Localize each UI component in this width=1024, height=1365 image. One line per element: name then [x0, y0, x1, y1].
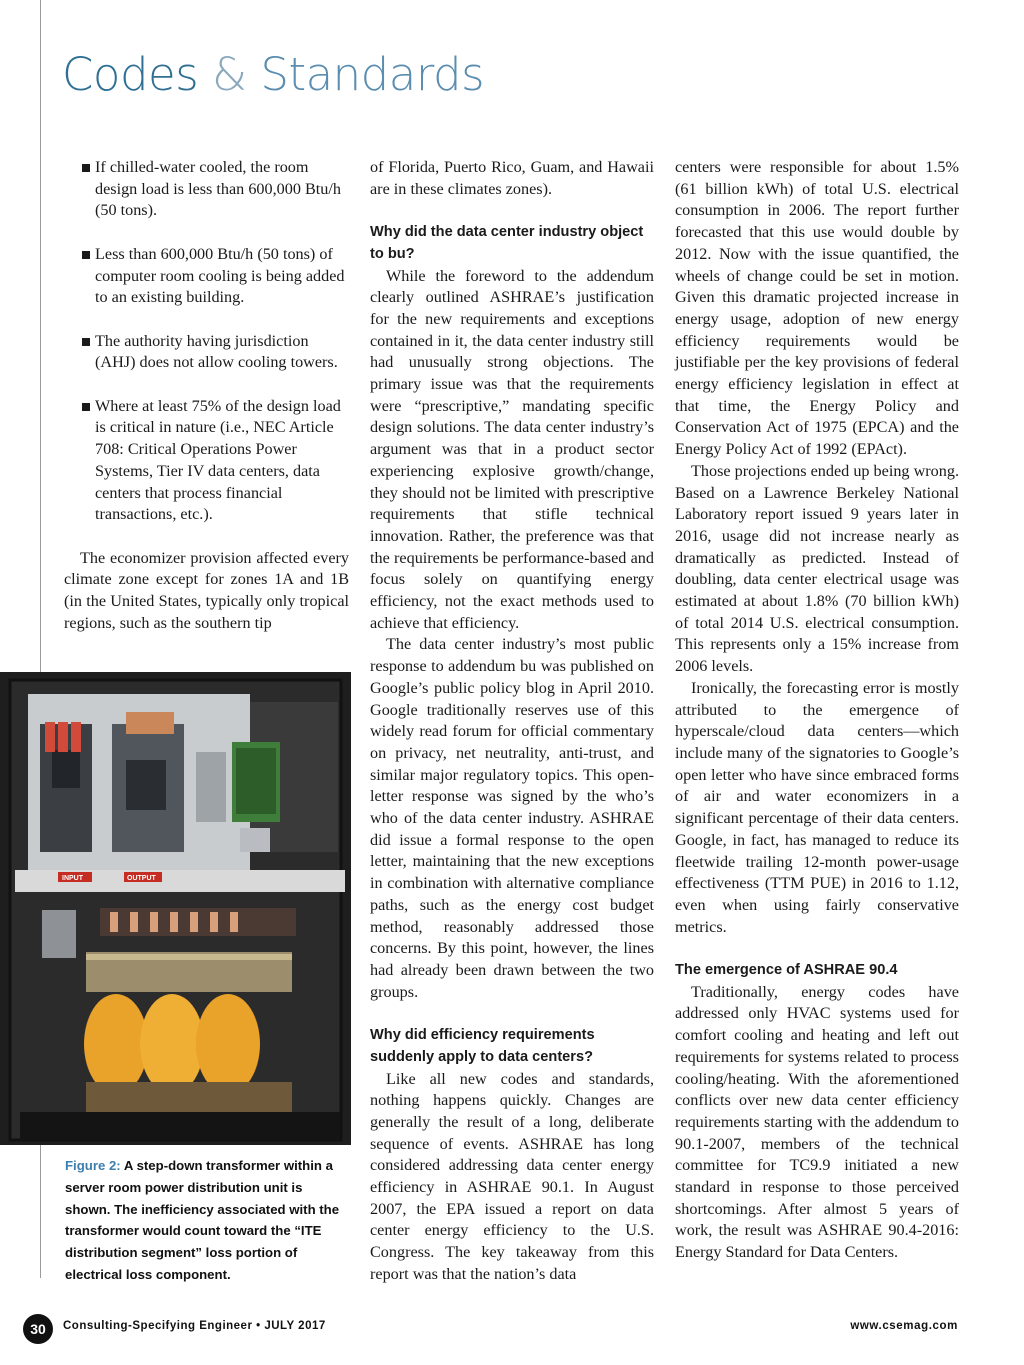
page-number-badge: 30 [23, 1314, 53, 1344]
bullet-item: Where at least 75% of the design load is critical in nature (i.e., NEC Article 708: Critical Operations Power Systems, Tier IV data centers, data centers that process financial transactions, etc.). [82, 396, 349, 526]
publication-name: Consulting-Specifying Engineer • JULY 2017 [63, 1320, 326, 1332]
square-bullet-icon [82, 403, 90, 411]
column-2 [370, 157, 654, 1286]
body-paragraph: While the foreword to the addendum clearly outlined ASHRAE’s justification for the new requirements and exceptions contained in it, the data center industry still had unusually strong objections. The primary issue was that the requirements were “prescriptive,” mandating specific design solutions. The data center industry’s argument was that in a product sector experiencing explosive growth/change, they should not be limited with prescriptive requirements that stifle technical innovation. Rather, the preference was that the requirements be performance-based and focus solely on quantifying energy efficiency, not the exact methods used to achieve that efficiency. [370, 266, 654, 632]
input-label: INPUT [62, 875, 83, 882]
body-paragraph: Those projections ended up being wrong. Based on a Lawrence Berkeley National Laboratory report issued 9 years later in 2016, usage did not increase nearly as dramatically as predicted. Instead of doubling, data center electrical usage was estimated at about 1.8% (70 billion kWh) of total 2014 U.S. electrical consumption. This represents only a 15% increase from 2006 levels. [675, 461, 959, 676]
bullet-list [82, 157, 349, 526]
bullet-item: If chilled-water cooled, the room design load is less than 600,000 Btu/h (50 tons). [82, 157, 349, 222]
body-paragraph: Like all new codes and standards, nothing happens quickly. Changes are generally the result of a long, deliberate sequence of events. ASHRAE has long considered addressing data center energy efficiency in ASHRAE 90.1. In August 2007, the EPA issued a report on data center energy efficiency to the U.S. Congress. The key takeaway from this report was that the nation’s data [370, 1069, 654, 1283]
column-1 [64, 157, 349, 634]
section-title: Codes & Standards [62, 48, 485, 101]
body-paragraph: The data center industry’s most public response to addendum bu was published on Google’s public policy blog in April 2010. Google traditionally reserves use of this widely read forum for official commentary on privacy, net neutrality, anti-trust, and similar major regulatory topics. This open-letter response was signed by the who’s who of the data center industry. ASHRAE did issue a formal response to the open letter, maintaining that the new exceptions in combination with alternative compliance paths, such as the energy cost budget method, reasonably addressed those concerns. By this point, however, the lines had already been drawn between the two groups. [370, 635, 654, 1001]
subheading: Why did efficiency requirements suddenly apply to data centers? [370, 1027, 595, 1065]
body-paragraph: The economizer provision affected every climate zone except for zones 1A and 1B (in the United States, typically only tropical regions, such as the southern tip [64, 548, 349, 632]
figure-caption-text: A step-down transformer within a server room power distribution unit is shown. The inefficiency associated with the transformer would count toward the “ITE distribution segment” loss portion of electrical loss component. [65, 1158, 340, 1282]
bullet-item: The authority having jurisdiction (AHJ) does not allow cooling towers. [82, 331, 349, 374]
square-bullet-icon [82, 338, 90, 346]
body-paragraph: of Florida, Puerto Rico, Guam, and Hawaii are in these climates zones). [370, 158, 654, 198]
website-link[interactable]: www.csemag.com [850, 1320, 958, 1332]
transformer-photo [0, 672, 351, 1145]
transformer-photo-illustration [0, 672, 351, 1145]
figure-caption-label: Figure 2: [65, 1158, 121, 1173]
body-paragraph: Ironically, the forecasting error is mostly attributed to the emergence of hyperscale/cloud data centers—which include many of the signatories to Google’s open letter who have since embraced forms of air and water economizers in a significant percentage of their data centers. Google, in fact, has managed to reduce its fleetwide trailing 12-month power-usage effectiveness (TTM PUE) in 2016 to 1.12, even when using fairly conservative metrics. [675, 678, 959, 936]
subheading: Why did the data center industry object to bu? [370, 224, 644, 262]
body-paragraph: centers were responsible for about 1.5% (61 billion kWh) of total U.S. electrical consumption in 2006. The report further forecasted that this use would double by 2012. Now with the issue quantified, the wheels of change could be set in motion. Given this dramatic projected increase in energy usage, adoption of new energy efficiency requirements would be justifiable per the key provisions of federal energy efficiency legislation in effect at that time, the Energy Policy and Conservation Act of 1975 (EPCA) and the Energy Policy Act of 1992 (EPAct). [675, 158, 959, 459]
figure-caption [65, 1155, 349, 1286]
output-label: OUTPUT [127, 875, 156, 882]
square-bullet-icon [82, 164, 90, 172]
bullet-item: Less than 600,000 Btu/h (50 tons) of computer room cooling is being added to an existing building. [82, 244, 349, 309]
body-paragraph: Traditionally, energy codes have addressed only HVAC systems used for comfort cooling and heating and left out requirements for systems related to process cooling/heating. With the aforementioned conflicts over new data center efficiency requirements starting with the addendum to 90.1-2007, members of the technical committee for TC9.9 initiated a new standard in response to those perceived shortcomings. After almost 5 years of work, the result was ASHRAE 90.4-2016: Energy Standard for Data Centers. [675, 982, 959, 1262]
subheading: The emergence of ASHRAE 90.4 [675, 962, 898, 978]
column-3 [675, 157, 959, 1264]
square-bullet-icon [82, 251, 90, 259]
